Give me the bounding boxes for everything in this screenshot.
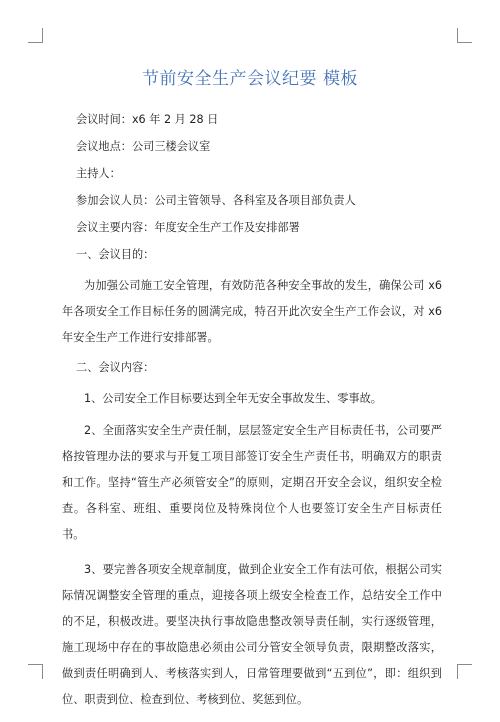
crop-mark-bottom-left bbox=[28, 664, 43, 679]
meeting-time: 会议时间：x6 年 2 月 28 日 bbox=[76, 113, 219, 126]
meeting-host: 主持人： bbox=[76, 167, 121, 180]
crop-mark-bottom-right bbox=[457, 664, 472, 679]
meeting-place: 会议地点：公司三楼会议室 bbox=[76, 140, 211, 153]
content-item-2: 2、全面落实安全生产责任制，层层签定安全生产目标责任书，公司要严格按管理办法的要求与开复工项目部签订安全生产责任书，明确双方的职责和工作。坚持“管生产必须管安全”的原则，定期召开安全会议，组织安全检查。各科室、班组、重要岗位及特殊岗位个人也要签订安全生产目标责任书。 bbox=[62, 424, 442, 541]
crop-mark-top-left bbox=[28, 28, 43, 43]
document-body bbox=[62, 112, 442, 722]
crop-mark-top-right bbox=[457, 28, 472, 43]
section-content-heading: 二、会议内容： bbox=[76, 361, 155, 374]
meeting-attendees: 参加会议人员：公司主管领导、各科室及各项目部负责人 bbox=[76, 194, 356, 207]
meeting-main-content: 会议主要内容：年度安全生产工作及安排部署 bbox=[76, 221, 300, 234]
section-purpose-paragraph: 为加强公司施工安全管理，有效防范各种安全事故的发生，确保公司 x6 年各项安全工作目标任务的圆满完成，特召开此次安全生产工作会议，对 x6 年安全生产工作进行安排部署。 bbox=[62, 279, 442, 344]
content-item-3: 3、要完善各项安全规章制度，做到企业安全工作有法可依，根据公司实际情况调整安全管理的重点，迎接各项上级安全检查工作，总结安全工作中的不足，积极改进。要坚决执行事故隐患整改领导责任制，实行逐级管理，施工现场中存在的事故隐患必须由公司分管安全领导负责，限期整改落实，做到责任明确到人、考核落实到人，日常管理要做到“五到位”，即：组织到位、职责到位、检查到位、考核到位、奖惩到位。 bbox=[62, 563, 442, 706]
section-purpose-heading: 一、会议目的： bbox=[76, 248, 155, 261]
document-title: 节前安全生产会议纪要 模板 bbox=[142, 69, 358, 89]
content-item-1: 1、公司安全工作目标要达到全年无安全事故发生、零事故。 bbox=[84, 392, 382, 405]
